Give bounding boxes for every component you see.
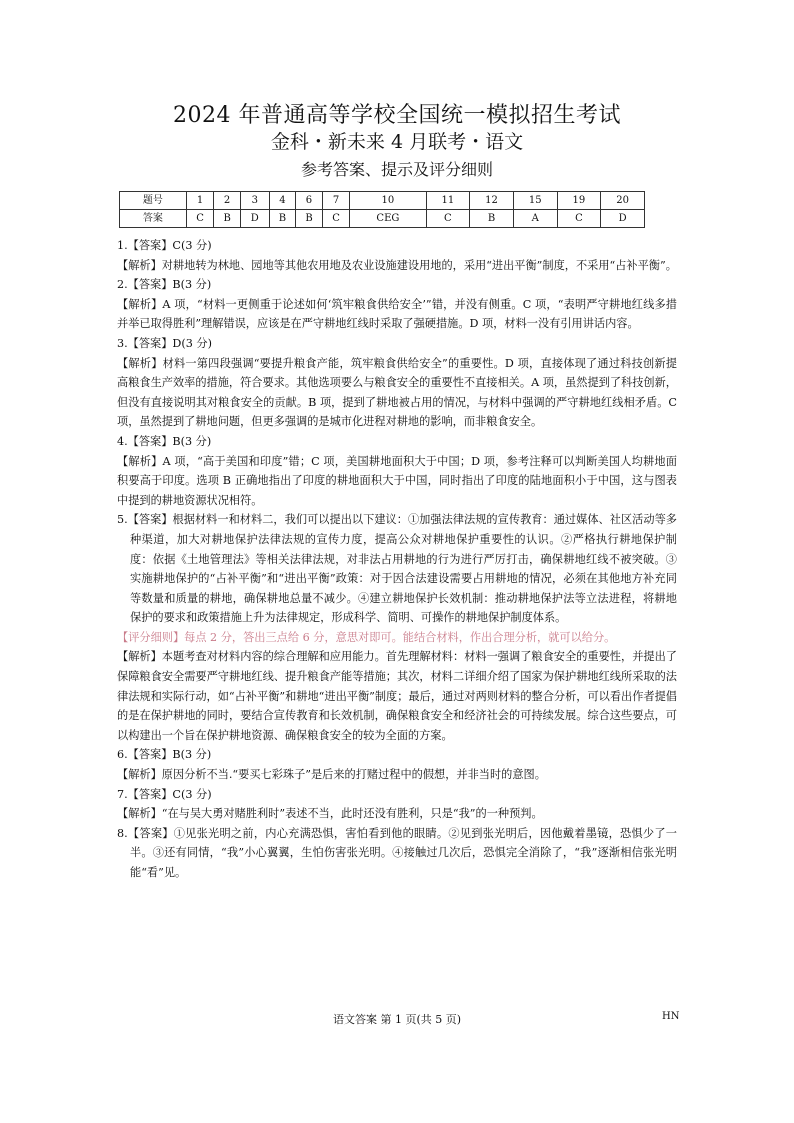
question-number-cell: 10: [350, 192, 426, 210]
question-number-cell: 15: [513, 192, 557, 210]
answer-explanations: [117, 236, 677, 883]
question-number-cell: 12: [470, 192, 514, 210]
page-footer: 语文答案 第 1 页(共 5 页): [332, 1013, 462, 1026]
question-number-cell: 11: [426, 192, 470, 210]
question-number-cell: 3: [240, 192, 269, 210]
answer-line: 8.【答案】①见张光明之前，内心充满恐惧，害怕看到他的眼睛。②见到张光明后，因他戴着墨镜，恐惧少了一半。③还有同情，“我”小心翼翼，生怕伤害张光明。④接触过几次后，恐惧完全消除了，“我”逐渐相信张光明能“看”见。: [117, 826, 677, 879]
answer-cell: D: [601, 210, 645, 228]
question-number-cell: 7: [322, 192, 350, 210]
explanation-paragraph: 【解析】对耕地转为林地、园地等其他农用地及农业设施建设用地的，采用“进出平衡”制度，不采用“占补平衡”。: [117, 258, 677, 272]
explanation-paragraph: 【解析】原因分析不当.“要买七彩珠子”是后来的打赌过程中的假想，并非当时的意图。: [117, 768, 546, 782]
row-label: 答案: [120, 210, 187, 228]
answer-key-table: [119, 191, 645, 228]
answer-line: 5.【答案】根据材料一和材料二，我们可以提出以下建议：①加强法律法规的宣传教育：通过媒体、社区活动等多种渠道，加大对耕地保护法律法规的宣传力度，提高公众对耕地保护重要性的认识。②严格执行耕地保护制度：依据《土地管理法》等相关法律法规，对非法占用耕地的行为进行严厉打击，确保耕地红线不被突破。③实施耕地保护的“占补平衡”和“进出平衡”政策：对于因合法建设需要占用耕地的情况，必须在其他地方补充同等数量和质量的耕地，确保耕地总量不减少。④建立耕地保护长效机制：推动耕地保护法等立法进程，将耕地保护的要求和政策措施上升为法律规定，形成科学、简明、可操作的耕地保护制度体系。: [117, 513, 677, 625]
answer-line: 7.【答案】C(3 分): [117, 787, 212, 801]
answer-line: 6.【答案】B(3 分): [117, 748, 212, 762]
question-number-cell: 19: [557, 192, 601, 210]
document-heading: 参考答案、提示及评分细则: [300, 160, 493, 179]
answer-cell: C: [557, 210, 601, 228]
answer-line: 1.【答案】C(3 分): [117, 239, 212, 252]
exam-title: 2024 年普通高等学校全国统一模拟招生考试: [173, 103, 621, 128]
scoring-note: 【评分细则】每点 2 分，答出三点给 6 分，意思对即可。能结合材料，作出合理分析，就可以给分。: [117, 630, 616, 644]
answer-line: 3.【答案】D(3 分): [117, 336, 212, 350]
answer-row: [120, 210, 645, 228]
question-number-cell: 2: [214, 192, 241, 210]
answer-cell: C: [426, 210, 470, 228]
answer-cell: D: [240, 210, 269, 228]
explanation-paragraph: 【解析】本题考查对材料内容的综合理解和应用能力。首先理解材料：材料一强调了粮食安全的重要性，并提出了保障粮食安全需要严守耕地红线、提升粮食产能等措施；其次，材料二详细介绍了国家为保护耕地红线所采取的法律法规和实际行动，如“占补平衡”和耕地“进出平衡”制度；最后，通过对两则材料的整合分析，可以看出作者提倡的是在保护耕地的同时，要结合宣传教育和长效机制，确保粮食安全和经济社会的可持续发展。综合这些要点，可以构建出一个旨在保护耕地资源、确保粮食安全的较为全面的方案。: [117, 650, 677, 742]
answer-cell: B: [296, 210, 323, 228]
answer-line: 2.【答案】B(3 分): [117, 278, 212, 292]
answer-cell: B: [269, 210, 296, 228]
row-label: 题号: [120, 192, 187, 210]
question-number-row: [120, 192, 645, 210]
question-number-cell: 4: [269, 192, 296, 210]
answer-cell: B: [470, 210, 514, 228]
question-number-cell: 1: [186, 192, 214, 210]
answer-cell: CEG: [350, 210, 426, 228]
explanation-paragraph: 【解析】“在与吴大勇对赌胜利时”表述不当，此时还没有胜利，只是“我”的一种预判。: [117, 807, 543, 821]
exam-subtitle: 金科・新未来 4 月联考・语文: [270, 131, 524, 153]
answer-cell: A: [513, 210, 557, 228]
region-code: HN: [662, 1011, 680, 1022]
question-number-cell: 20: [601, 192, 645, 210]
question-number-cell: 6: [296, 192, 323, 210]
explanation-paragraph: 【解析】A 项，“高于美国和印度”错；C 项，美国耕地面积大于中国；D 项，参考注释可以判断美国人均耕地面积要高于印度。选项 B 正确地指出了印度的耕地面积大于中国，同时指出了印度的陆地面积小于中国，这与图表中提到的耕地资源状况相符。: [117, 454, 677, 507]
explanation-paragraph: 【解析】材料一第四段强调“要提升粮食产能，筑牢粮食供给安全”的重要性。D 项，直接体现了通过科技创新提高粮食生产效率的措施，符合要求。其他选项要么与粮食安全的重要性不直接相关。A 项，虽然提到了科技创新，但没有直接说明其对粮食安全的贡献。B 项，提到了耕地被占用的情况，与材料中强调的严守耕地红线相矛盾。C 项，虽然提到了耕地问题，但更多强调的是城市化进程对耕地的影响，而非粮食安全。: [117, 356, 677, 429]
explanation-paragraph: 【解析】A 项，“材料一更侧重于论述如何‘筑牢粮食供给安全’”错，并没有侧重。C 项，“表明严守耕地红线多措并举已取得胜利”理解错误，应该是在严守耕地红线时采取了强硬措施。D 项，材料一没有引用讲话内容。: [117, 297, 677, 331]
answer-cell: C: [186, 210, 214, 228]
answer-line: 4.【答案】B(3 分): [117, 434, 212, 448]
answer-cell: C: [322, 210, 350, 228]
answer-cell: B: [214, 210, 241, 228]
